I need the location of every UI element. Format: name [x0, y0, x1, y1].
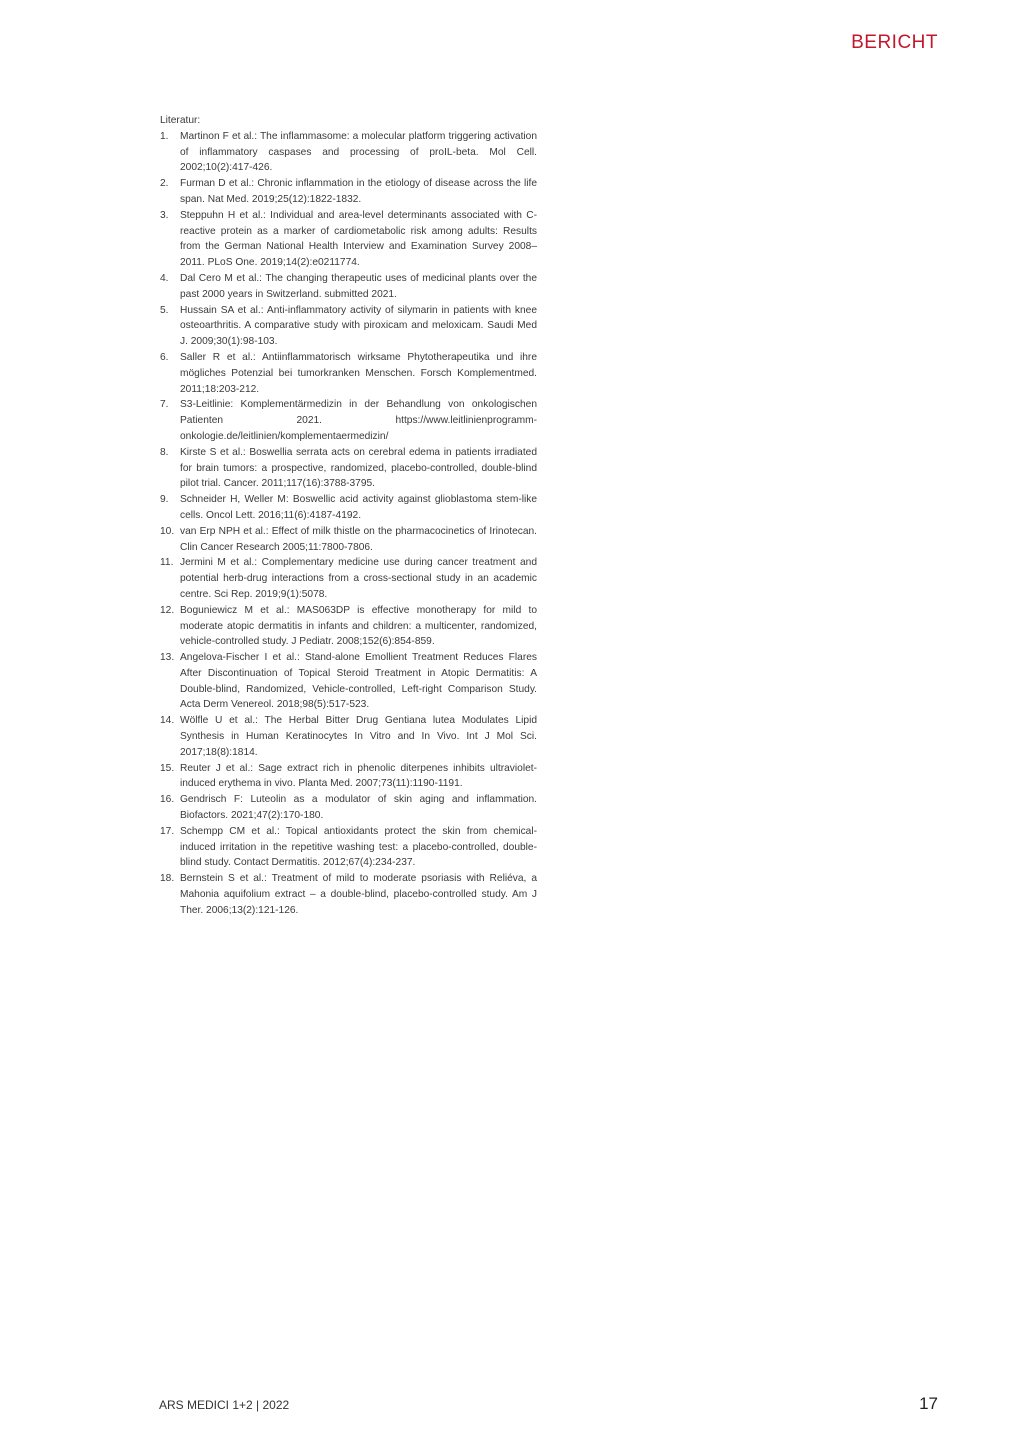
- reference-number: 1.: [160, 130, 169, 142]
- reference-text: Furman D et al.: Chronic inflammation in the etiology of disease across the life span. Nat Med. 2019;25(12):1822-1832.: [180, 178, 537, 205]
- reference-number: 13.: [160, 652, 175, 664]
- reference-item: [160, 761, 537, 793]
- reference-text: van Erp NPH et al.: Effect of milk thistle on the pharmacocinetics of Irinotecan. Clin Cancer Research 2005;11:7800-7806.: [180, 525, 537, 553]
- reference-number: 18.: [160, 873, 175, 885]
- reference-item: [160, 871, 537, 918]
- reference-item: [160, 555, 537, 602]
- page-number: 17: [919, 1394, 938, 1413]
- reference-number: 9.: [160, 494, 169, 506]
- reference-number: 11.: [160, 557, 174, 569]
- reference-number: 10.: [160, 525, 175, 537]
- reference-item: [160, 824, 537, 871]
- reference-text: Bernstein S et al.: Treatment of mild to moderate psoriasis with Reliéva, a Mahonia aquifolium extract – a double-blind, placebo-controlled study. Am J Ther. 2006;13(2):121-126.: [180, 873, 537, 916]
- reference-text: Angelova-Fischer I et al.: Stand-alone Emollient Treatment Reduces Flares After Discontinuation of Topical Steroid Treatment in Atopic Dermatitis: A Double-blind, Randomized, Vehicle-controlled, Left-right Comparison Study. Acta Derm Venereol. 2018;98(5):517-523.: [180, 652, 537, 711]
- reference-item: [160, 303, 537, 350]
- publication-footer: ARS MEDICI 1+2 | 2022: [159, 1398, 290, 1412]
- reference-number: 6.: [160, 351, 169, 363]
- reference-item: [160, 792, 537, 824]
- reference-number: 12.: [160, 604, 175, 616]
- reference-item: [160, 350, 537, 397]
- reference-item: [160, 176, 537, 208]
- reference-number: 16.: [160, 794, 175, 806]
- reference-number: 2.: [160, 178, 169, 190]
- reference-text: Jermini M et al.: Complementary medicine use during cancer treatment and potential herb-drug interactions from a cross-sectional study in an academic centre. Sci Rep. 2019;9(1):5078.: [180, 557, 537, 600]
- reference-text: Steppuhn H et al.: Individual and area-level determinants associated with C-reactive protein as a marker of cardiometabolic risk among adults: Results from the German National Health Interview and Examination Survey 2008–2011. PLoS One. 2019;14(2):e0211774.: [180, 209, 537, 269]
- reference-number: 3.: [160, 209, 169, 221]
- reference-item: [160, 271, 537, 303]
- reference-heading: Literatur:: [160, 115, 201, 126]
- reference-number: 7.: [160, 399, 169, 411]
- reference-text: Dal Cero M et al.: The changing therapeutic uses of medicinal plants over the past 2000 years in Switzerland. submitted 2021.: [180, 272, 537, 300]
- reference-item: [160, 397, 537, 444]
- reference-item: [160, 650, 537, 713]
- reference-number: 4.: [160, 272, 169, 284]
- reference-text: Boguniewicz M et al.: MAS063DP is effective monotherapy for mild to moderate atopic dermatitis in infants and children: a multicenter, randomized, vehicle-controlled study. J Pediatr. 2008;152(6):854-859.: [180, 604, 537, 648]
- reference-item: [160, 208, 537, 271]
- reference-text: Gendrisch F: Luteolin as a modulator of skin aging and inflammation. Biofactors. 2021;47(2):170-180.: [180, 794, 537, 822]
- reference-items: [160, 129, 537, 919]
- reference-list: [160, 113, 537, 919]
- reference-item: [160, 129, 537, 176]
- reference-item: [160, 603, 537, 650]
- reference-item: [160, 524, 537, 556]
- reference-number: 17.: [160, 825, 175, 837]
- reference-number: 15.: [160, 762, 175, 774]
- reference-item: [160, 445, 537, 492]
- reference-text: Kirste S et al.: Boswellia serrata acts on cerebral edema in patients irradiated for brain tumors: a prospective, randomized, placebo-controlled, double-blind pilot trial. Cancer. 2011;117(16):3788-3795.: [180, 446, 537, 490]
- reference-text: Martinon F et al.: The inflammasome: a molecular platform triggering activation of inflammatory caspases and processing of proIL-beta. Mol Cell. 2002;10(2):417-426.: [180, 130, 537, 174]
- reference-text: Schneider H, Weller M: Boswellic acid activity against glioblastoma stem-like cells. Oncol Lett. 2016;11(6):4187-4192.: [180, 494, 537, 521]
- reference-number: 5.: [160, 304, 169, 316]
- reference-text: Schempp CM et al.: Topical antioxidants protect the skin from chemical-induced irritation in the repetitive washing test: a placebo-controlled, double-blind study. Contact Dermatitis. 2012;67(4):234-237.: [180, 825, 537, 869]
- reference-text: Wölfle U et al.: The Herbal Bitter Drug Gentiana lutea Modulates Lipid Synthesis in Human Keratinocytes In Vitro and In Vivo. Int J Mol Sci. 2017;18(8):1814.: [180, 715, 537, 758]
- reference-text: Hussain SA et al.: Anti-inflammatory activity of silymarin in patients with knee osteoarthritis. A comparative study with piroxicam and meloxicam. Saudi Med J. 2009;30(1):98-103.: [180, 304, 537, 348]
- reference-item: [160, 492, 537, 524]
- reference-item: [160, 713, 537, 760]
- reference-number: 14.: [160, 715, 175, 727]
- section-label: BERICHT: [851, 32, 938, 53]
- reference-text: Reuter J et al.: Sage extract rich in phenolic diterpenes inhibits ultraviolet-induced erythema in vivo. Planta Med. 2007;73(11):1190-1191.: [180, 762, 537, 790]
- reference-text: S3-Leitlinie: Komplementärmedizin in der Behandlung von onkologischen Patienten 2021. https://www.leitlinienprogramm-onkologie.de/leitlinien/komplementaermedizin/: [180, 399, 537, 442]
- reference-text: Saller R et al.: Antiinflammatorisch wirksame Phytotherapeutika und ihre mögliches Potenzial bei tumorkranken Menschen. Forsch Komplementmed. 2011;18:203-212.: [180, 351, 537, 395]
- reference-number: 8.: [160, 446, 169, 458]
